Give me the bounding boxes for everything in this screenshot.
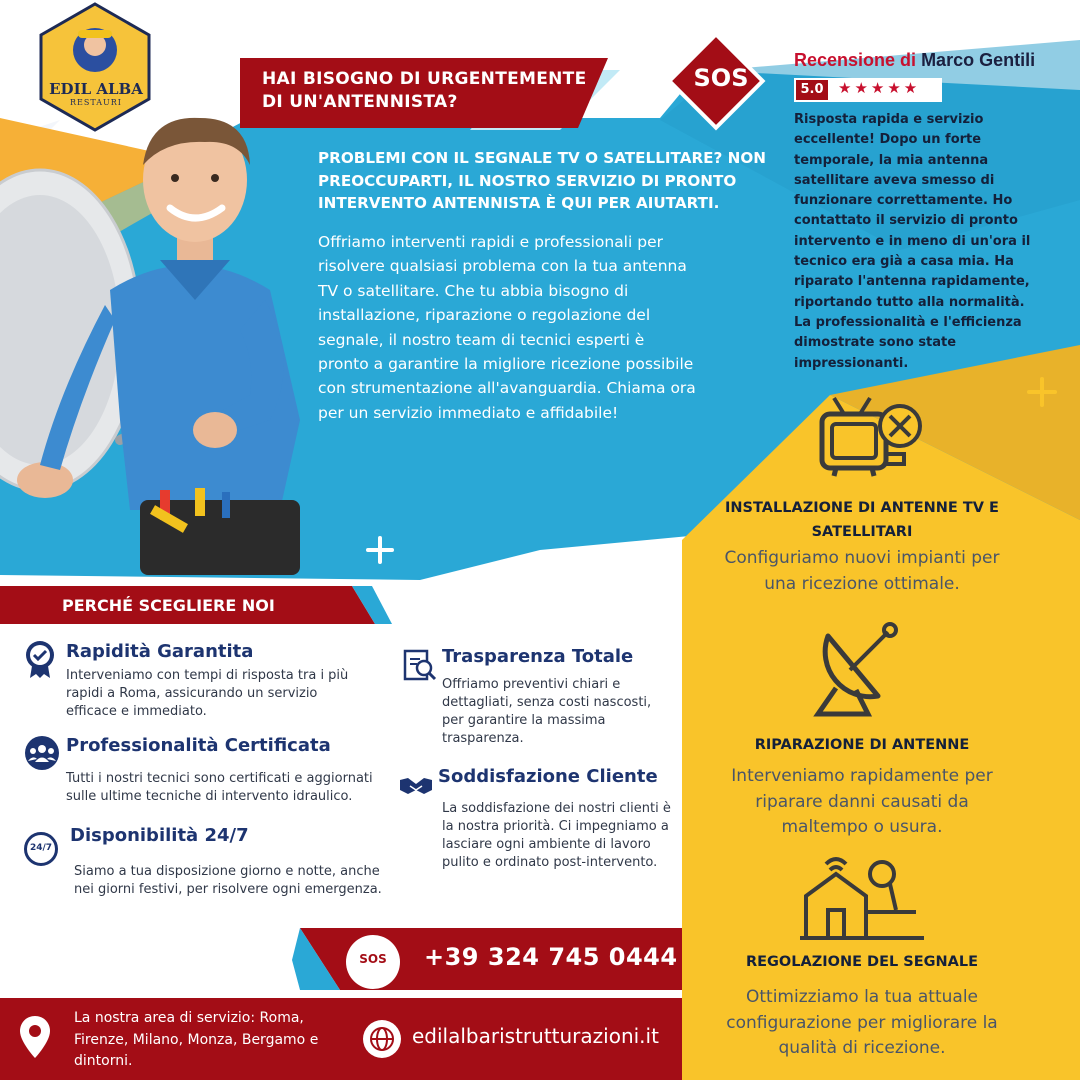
satellite-dish-icon — [808, 618, 908, 718]
phone-sos-icon[interactable] — [346, 935, 400, 989]
service-title-signal: REGOLAZIONE DEL SEGNALE — [745, 954, 979, 970]
globe-icon — [362, 1019, 402, 1059]
logo-name: EDIL ALBA — [49, 80, 143, 98]
feature-desc-soddisfazione: La soddisfazione dei nostri clienti è la nostra priorità. Ci impegniamo a lasciare ogni ambiente di lavoro pulito e ordinato post-intervento. — [442, 801, 671, 870]
service-area: La nostra area di servizio: Roma, Firenze, Milano, Monza, Bergamo e dintorni. — [74, 1010, 319, 1069]
document-search-icon — [402, 648, 438, 682]
service-desc-installation: Configuriamo nuovi impianti per una ricezione ottimale. — [724, 548, 1000, 594]
location-pin-icon — [18, 1014, 52, 1060]
why-choose-label: PERCHÉ SCEGLIERE NOI — [62, 596, 275, 615]
tv-repair-icon — [816, 392, 926, 482]
logo-subtitle: RESTAURI — [70, 98, 122, 107]
house-antenna-icon — [800, 852, 924, 942]
clock-24-label: 24/7 — [29, 843, 53, 853]
website-link[interactable]: edilalbaristrutturazioni.it — [412, 1024, 659, 1048]
reviewer-name: Marco Gentili — [921, 50, 1036, 70]
badge-check-icon — [24, 640, 56, 680]
intro-body: Offriamo interventi rapidi e professionali per risolvere qualsiasi problema con la tua antenna TV o satellitare. Che tu abbia bisogno di installazione, riparazione o regolazione del segnale, il nostro team di tecnici esperti è pronto a garantire la migliore ricezione possibile con strumentazione all'avanguardia. Chiama ora per un servizio immediato e affidabile! — [318, 233, 696, 422]
intro-heading: PROBLEMI CON IL SEGNALE TV O SATELLITARE? NON PREOCCUPARTI, IL NOSTRO SERVIZIO DI PRONTO INTERVENTO ANTENNISTA È QUI PER AIUTARTI. — [318, 149, 766, 212]
feature-title-trasparenza: Trasparenza Totale — [442, 646, 634, 667]
rating-score: 5.0 — [800, 82, 824, 97]
service-title-installation: INSTALLAZIONE DI ANTENNE TV E SATELLITARI — [725, 500, 999, 540]
phone-number[interactable]: +39 324 745 0444 — [424, 943, 678, 971]
rating-stars-icon: ★★★★★ — [838, 79, 921, 97]
headline — [262, 68, 592, 114]
service-desc-repair: Interveniamo rapidamente per riparare danni causati da maltempo o usura. — [731, 766, 993, 837]
service-desc-signal: Ottimizziamo la tua attuale configurazione per migliorare la qualità di ricezione. — [726, 987, 998, 1058]
headline-line-1: HAI BISOGNO DI URGENTEMENTE — [262, 69, 587, 89]
phone-sos-label: SOS — [359, 952, 387, 966]
feature-title-rapidita: Rapidità Garantita — [66, 641, 254, 662]
headline-line-2: DI UN'ANTENNISTA? — [262, 92, 458, 112]
review-text: Risposta rapida e servizio eccellente! Dopo un forte temporale, la mia antenna satellitare aveva smesso di funzionare correttamente. Ho contattato il servizio di pronto intervento e in meno di un'ora il tecnico era già a casa mia. Ha riparato l'antenna rapidamente, riportando tutto alla normalità. La professionalità e l'efficienza dimostrate sono state impressionanti. — [794, 112, 1031, 371]
service-title-repair: RIPARAZIONE DI ANTENNE — [754, 737, 970, 753]
feature-title-professionalita: Professionalità Certificata — [66, 735, 331, 756]
clock-24-icon — [24, 832, 58, 866]
team-icon — [24, 735, 60, 771]
feature-title-soddisfazione: Soddisfazione Cliente — [438, 766, 658, 787]
review-label: Recensione di — [794, 50, 917, 70]
feature-title-disponibilita: Disponibilità 24/7 — [70, 825, 249, 846]
feature-desc-disponibilita: Siamo a tua disposizione giorno e notte, anche nei giorni festivi, per risolvere ogni emergenza. — [74, 864, 382, 897]
review-title — [794, 50, 1035, 71]
sos-sign: SOS — [693, 64, 749, 92]
feature-desc-trasparenza: Offriamo preventivi chiari e dettagliati, senza costi nascosti, per garantire la massima trasparenza. — [442, 677, 652, 746]
feature-desc-rapidita: Interveniamo con tempi di risposta tra i più rapidi a Roma, assicurando un servizio efficace e immediato. — [66, 668, 349, 719]
feature-desc-professionalita: Tutti i nostri tecnici sono certificati e aggiornati sulle ultime tecniche di intervento idraulico. — [66, 771, 373, 804]
handshake-icon — [398, 772, 434, 800]
